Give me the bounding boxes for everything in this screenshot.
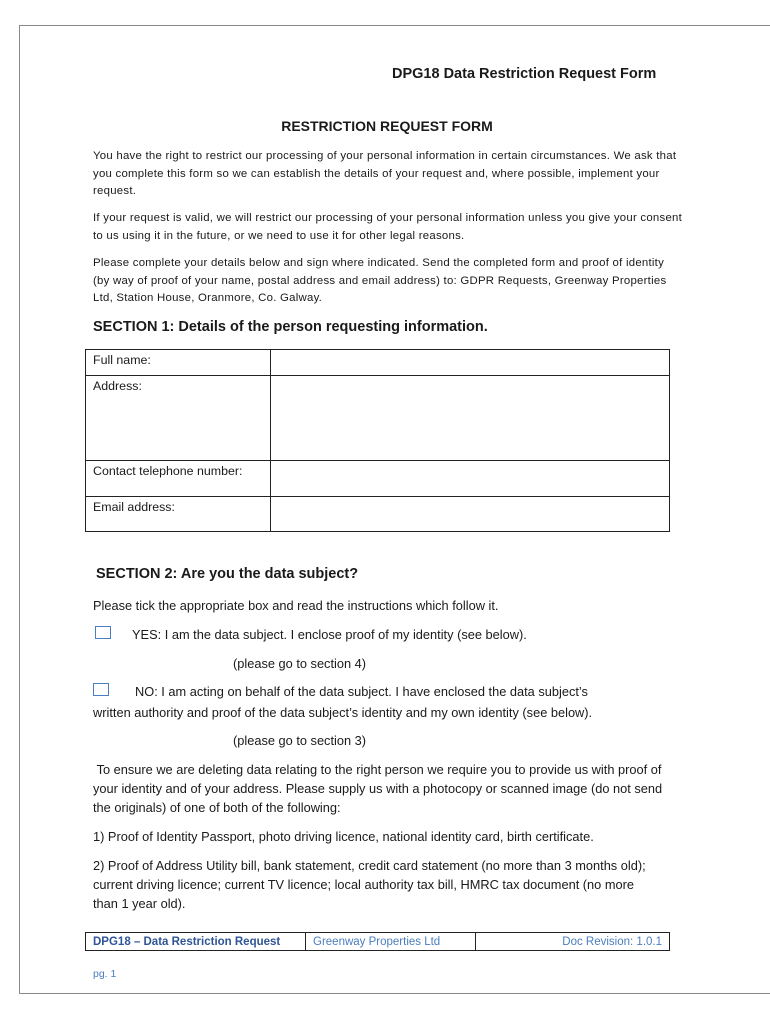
address-label: Address: — [86, 376, 271, 461]
full-name-label: Full name: — [86, 350, 271, 376]
table-row — [86, 461, 670, 497]
email-field[interactable] — [271, 497, 670, 532]
yes-option-label: YES: I am the data subject. I enclose proof of my identity (see below). — [132, 627, 527, 642]
intro-paragraph-1: You have the right to restrict our processing of your personal information in certain circumstances. We ask that you complete this form so we can establish the details of your request and, where possible, implement your request. — [93, 150, 677, 197]
footer-doc-name: DPG18 – Data Restriction Request — [86, 933, 306, 951]
yes-checkbox[interactable] — [95, 626, 111, 639]
no-checkbox[interactable] — [93, 683, 109, 696]
section1-heading: SECTION 1: Details of the person requesting information. — [93, 319, 488, 335]
footer-table — [85, 932, 670, 951]
no-goto-note: (please go to section 3) — [233, 733, 367, 748]
intro-paragraph-3: Please complete your details below and sign where indicated. Send the completed form and proof of identity (by way of proof of your name, postal address and email address) to: GDPR Requests, Greenway Properties Ltd, Station House, Oranmore, Co. Galway. — [93, 257, 667, 304]
intro-paragraph-2: If your request is valid, we will restrict our processing of your personal information unless you give your consent to us using it in the future, or we need to use it for other legal reasons. — [93, 212, 683, 242]
page-number: pg. 1 — [93, 968, 117, 980]
telephone-label: Contact telephone number: — [86, 461, 271, 497]
form-title: RESTRICTION REQUEST FORM — [281, 118, 493, 134]
footer-revision: Doc Revision: 1.0.1 — [476, 933, 670, 951]
proof-of-address: 2) Proof of Address Utility bill, bank statement, credit card statement (no more than 3 months old); current driving licence; current TV licence; local authority tax bill, HMRC tax document (no more than 1 year old). — [93, 858, 646, 911]
proof-intro: To ensure we are deleting data relating to the right person we require you to provide us with proof of your identity and of your address. Please supply us with a photocopy or scanned image (do not send the originals) of one of both of the following: — [93, 762, 666, 815]
no-option-label-line2: written authority and proof of the data subject’s identity and my own identity (see below). — [93, 705, 593, 720]
yes-goto-note: (please go to section 4) — [233, 656, 367, 671]
document-title: DPG18 Data Restriction Request Form — [392, 66, 657, 82]
full-name-field[interactable] — [271, 350, 670, 376]
details-table — [85, 349, 670, 532]
footer-company: Greenway Properties Ltd — [306, 933, 476, 951]
section2-instruction: Please tick the appropriate box and read the instructions which follow it. — [93, 598, 499, 613]
no-option-label-line1: NO: I am acting on behalf of the data subject. I have enclosed the data subject’s — [135, 684, 588, 699]
table-row — [86, 376, 670, 461]
proof-of-identity: 1) Proof of Identity Passport, photo driving licence, national identity card, birth certificate. — [93, 829, 594, 844]
table-row — [86, 497, 670, 532]
telephone-field[interactable] — [271, 461, 670, 497]
email-label: Email address: — [86, 497, 271, 532]
section2-heading: SECTION 2: Are you the data subject? — [96, 566, 359, 582]
table-row — [86, 350, 670, 376]
address-field[interactable] — [271, 376, 670, 461]
